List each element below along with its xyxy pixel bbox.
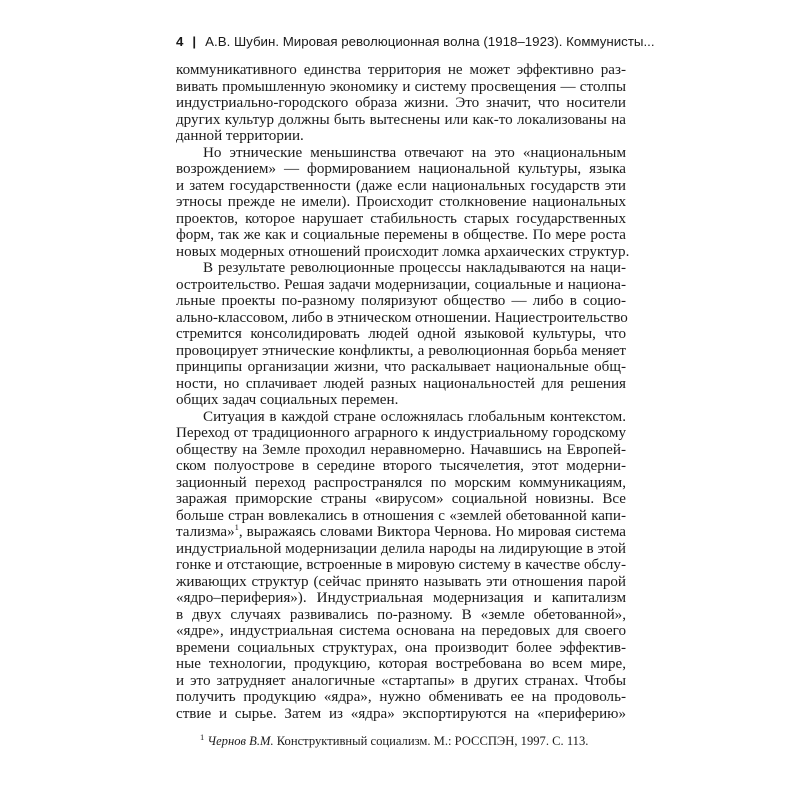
text-line: времени социальных структурах, она производит более эффектив-: [176, 639, 626, 656]
text-line: этносы прежде не имели). Происходит столкновение национальных: [176, 194, 626, 210]
running-head-title: А.В. Шубин. Мировая революционная волна (1918–1923). Коммунисты...: [205, 34, 655, 49]
paragraph-first-line: Но этнические меньшинства отвечают на это «национальным: [203, 144, 626, 161]
text-line-with-footnote: [176, 521, 626, 541]
text-line: проектов, которое нарушает стабильность старых государственных: [176, 210, 626, 227]
text-line: льные проекты по-разному поляризуют общество — либо в социо-: [176, 293, 626, 309]
text-line: коммуникативного единства территория не может эффективно раз-: [176, 62, 626, 78]
text-line: «ядро–периферия»). Индустриальная модернизация и капитализм: [176, 590, 626, 606]
text-line: принципы организации жизни, что раскалывает национальные общ-: [176, 359, 626, 375]
body-text: [176, 62, 630, 722]
text-line: обществу на Земле проходил неравномерно. Начавшись на Европей-: [176, 441, 626, 458]
text-line: остроительство. Решая задачи модернизации, социальные и национа-: [176, 276, 626, 293]
text-line: гонке и отстающие, встроенные в мировую систему в качестве обслу-: [176, 557, 626, 573]
text-line: больше стран вовлекались в отношения с «землей обетованной капи-: [176, 507, 626, 524]
paragraph-first-line: Ситуация в каждой стране осложнялась глобальным контекстом.: [203, 408, 626, 425]
text-line: в двух случаях развивались по-разному. В «земле обетованной»,: [176, 606, 626, 623]
text-line: общих задач социальных перемен.: [176, 392, 399, 408]
text-line: «ядре», индустриальная система основана на передовых для своего: [176, 623, 626, 639]
text-line: ности, но сплачивает людей разных национальностей для решения: [176, 375, 626, 392]
text-segment: тализма»: [176, 524, 235, 540]
text-line: Переход от традиционного аграрного к индустриальному городскому: [176, 425, 626, 441]
text-line: ском полуострове в середине второго тысячелетия, этот модерни-: [176, 458, 626, 474]
text-line: зационный переход распространялся по морским коммуникациям,: [176, 474, 626, 491]
footnote-number: 1: [200, 731, 205, 742]
footnote-author: Чернов В.М.: [207, 734, 274, 748]
text-line: новых модерных отношений происходит ломка архаических структур.: [176, 243, 630, 260]
text-line: ально-классовом, либо в этническом отношении. Нациестроительство: [176, 309, 628, 326]
text-line: форм, так же как и социальные перемены в обществе. По мере роста: [176, 227, 626, 243]
footnote-ref[interactable]: 1: [234, 521, 239, 532]
text-line: возрождением» — формированием национальной культуры, языка: [176, 161, 626, 177]
text-line: индустриальной модернизации делила народы на лидирующие в этой: [176, 540, 626, 557]
paragraph-first-line: В результате революционные процессы накладываются на наци-: [203, 260, 626, 276]
text-line: заражая приморские страны «вирусом» социальной новизны. Все: [176, 491, 626, 507]
text-line: вивать промышленную экономику и систему просвещения — столпы: [176, 78, 626, 95]
text-line: живающих структур (сейчас принято называть эти отношения парой: [176, 573, 626, 590]
text-line: ные технологии, продукцию, которая востребована во всем мире,: [176, 656, 626, 672]
text-line: ствие и сырье. Затем из «ядра» экспортируются на «периферию»: [176, 705, 626, 722]
running-head: [176, 34, 655, 54]
text-line: стремится консолидировать людей одной языковой культуры, что: [176, 326, 626, 342]
text-segment: , выражаясь словами Виктора Чернова. Но мировая система: [238, 524, 626, 540]
page-number: 4: [176, 34, 184, 49]
footnote-text: Конструктивный социализм. М.: РОССПЭН, 1997. С. 113.: [273, 734, 589, 748]
text-line: других культур должны быть вытеснены или как-то локализованы на: [176, 111, 626, 128]
text-line: индустриально-городского образа жизни. Это значит, что носители: [176, 95, 626, 111]
text-line: и затем государственности (даже если национальных государств эти: [176, 177, 626, 194]
text-line: провоцирует этнические конфликты, а революционная борьба меняет: [176, 342, 626, 359]
text-line: и это затрудняет аналогичные «стартапы» в других странах. Чтобы: [176, 672, 626, 689]
footnote: [200, 731, 630, 749]
header-separator: |: [192, 34, 197, 49]
text-line: данной территории.: [176, 128, 304, 144]
text-line: получить продукцию «ядра», нужно обменивать ее на продоволь-: [176, 689, 626, 705]
